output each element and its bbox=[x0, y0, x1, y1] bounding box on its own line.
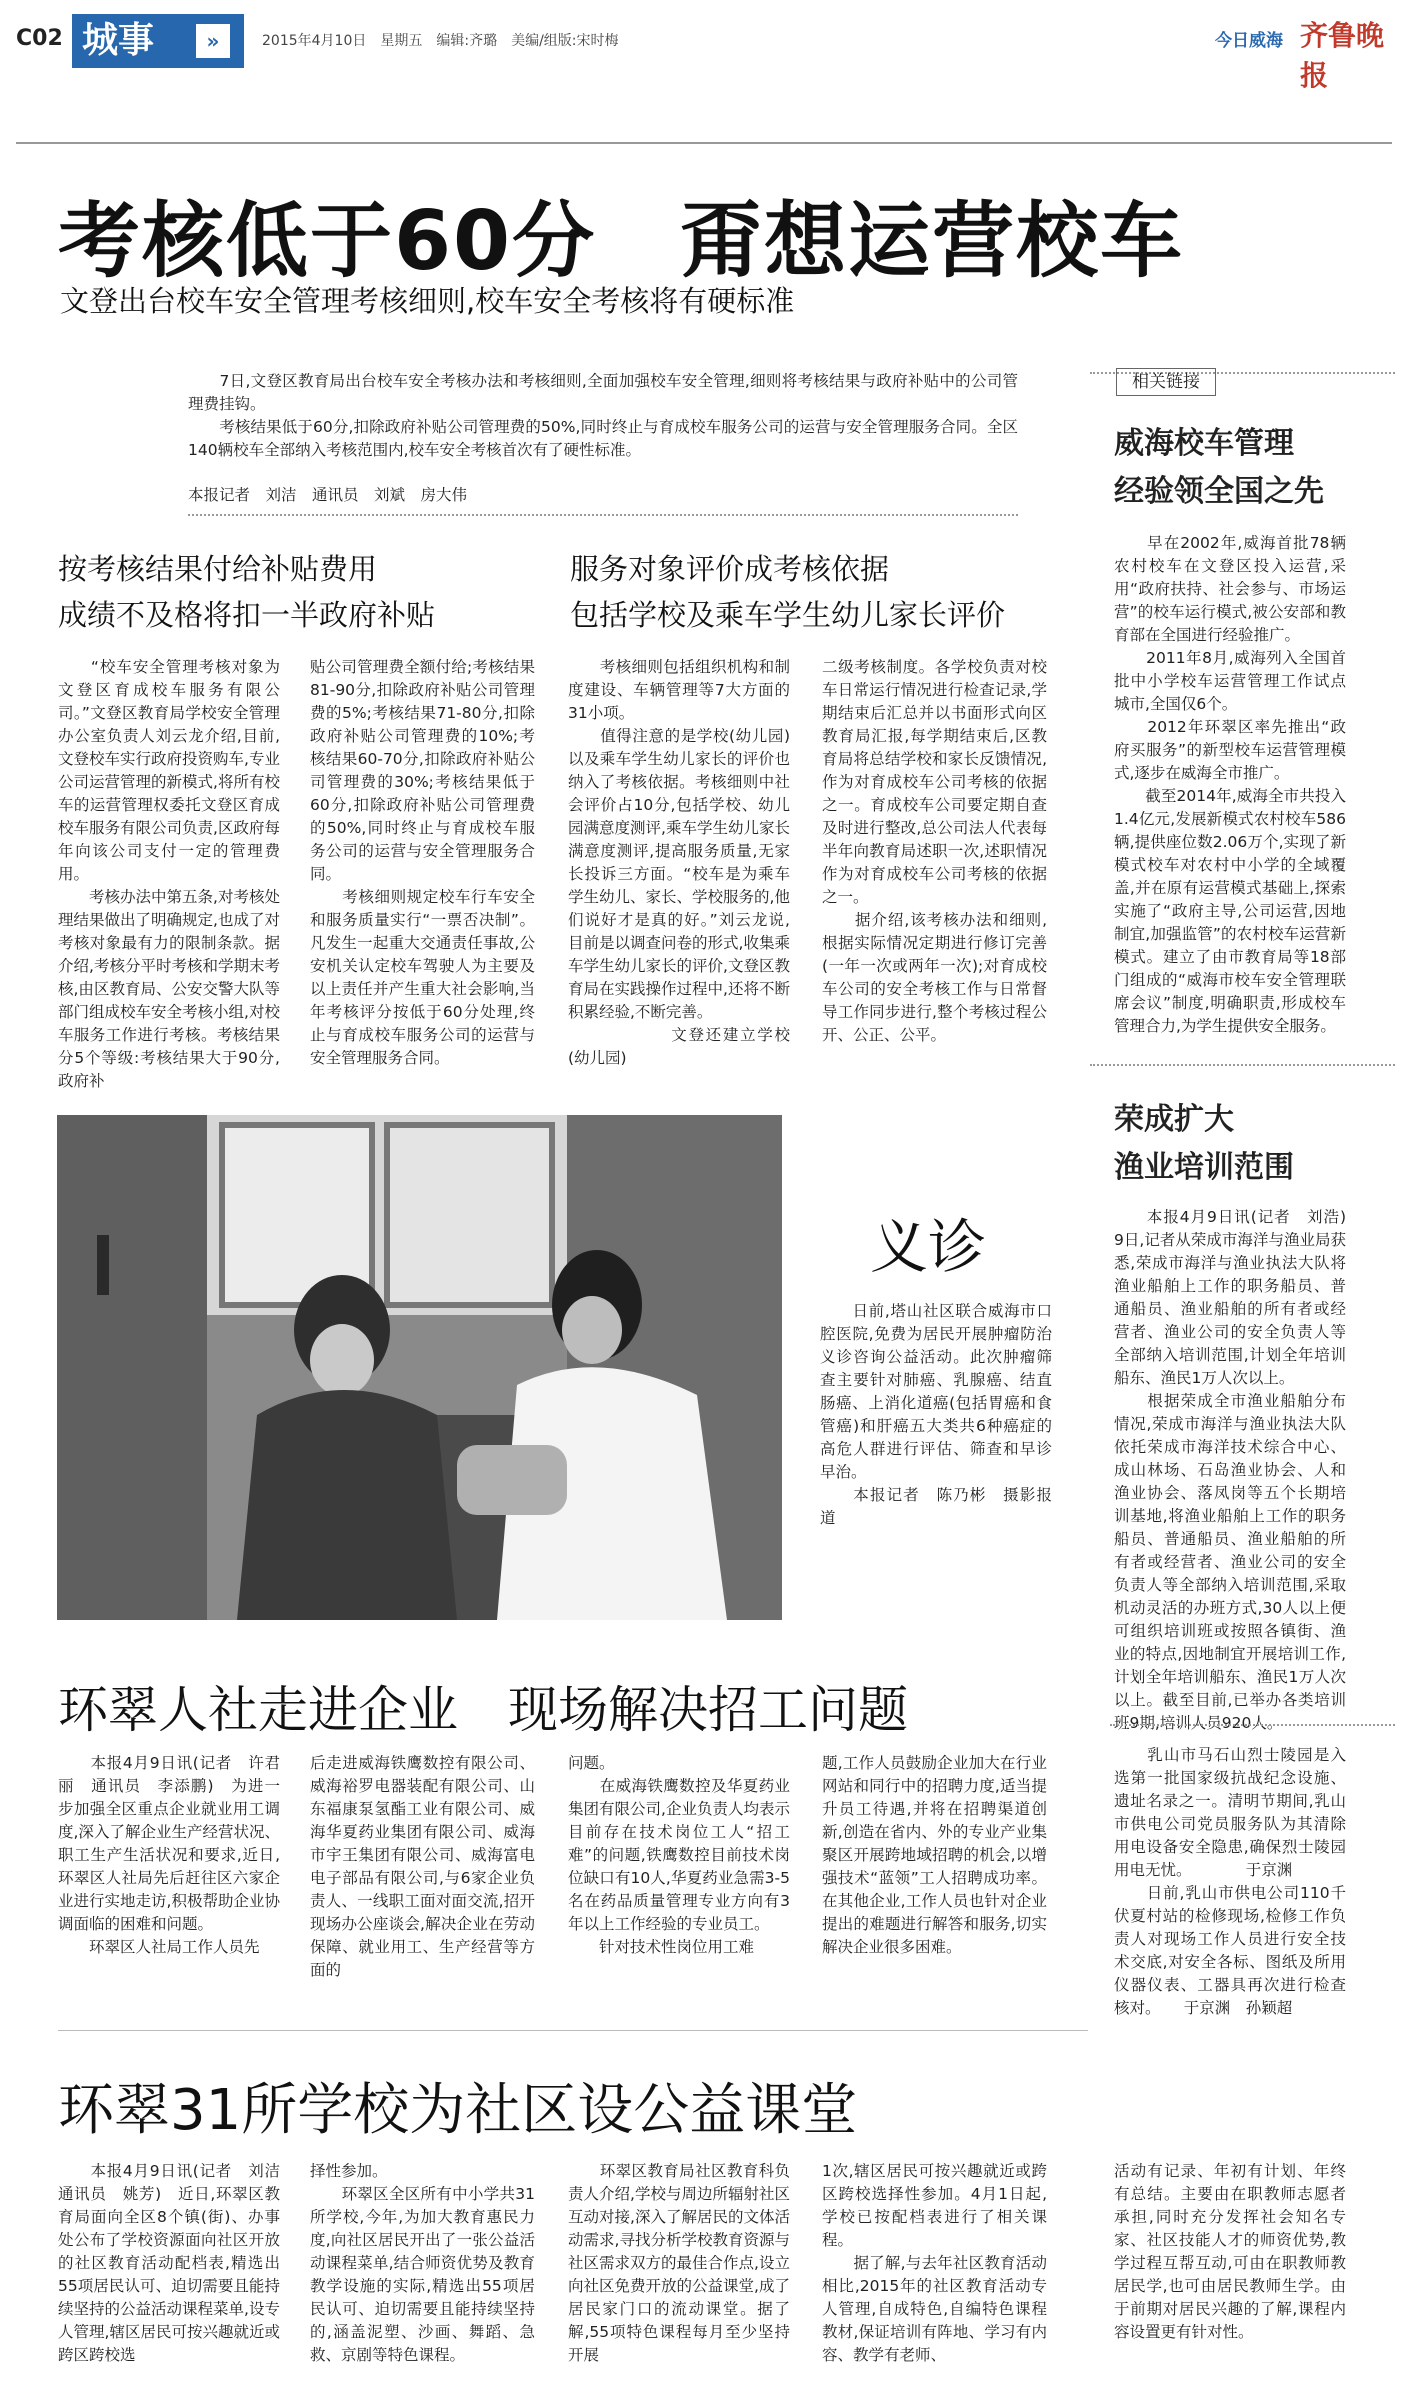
newspaper-logo: 齐鲁晚报 bbox=[1300, 19, 1385, 92]
story2-column-1: 本报4月9日讯(记者 许君丽 通讯员 李添鹏) 为进一步加强全区重点企业就业用工调度,深入了解企业生产经营状况、职工生产生活状况和要求,近日,环翠区人社局先后赶往区六家企业进行实地走访,积极帮助企业协调面临的困难和问题。 环翠区人社局工作人员先 bbox=[58, 1754, 280, 1956]
sidebar-headline-2b: 渔业培训范围 bbox=[1114, 1150, 1294, 1185]
main-subtitle: 文登出台校车安全管理考核细则,校车安全考核将有硬标准 bbox=[60, 284, 795, 318]
subhead-left bbox=[58, 546, 435, 638]
header-rule bbox=[16, 142, 1392, 144]
photo-caption-title: 义诊 bbox=[870, 1213, 987, 1281]
related-links-box: 相关链接 bbox=[1116, 368, 1216, 396]
main-column-3: 考核细则包括组织机构和制度建设、车辆管理等7大方面的31小项。 值得注意的是学校(幼儿园)以及乘车学生幼儿家长的评价也纳入了考核依据。考核细则中社会评价占10分,包括学校、幼儿园满意度测评,乘车学生幼儿家长满意度测评,提高服务质量,无家长投诉三方面。“校车是为乘车学生幼儿、家长、学校服务的,他们说好才是真的好。”刘云龙说,目前是以调查问卷的形式,收集乘车学生幼儿家长的评价,文登区教育局在实践操作过程中,还将不断积累经验,不断完善。 文登还建立学校(幼儿园) bbox=[568, 658, 790, 1067]
sidebar-headline-2 bbox=[1114, 1096, 1294, 1192]
main-byline: 本报记者 刘洁 通讯员 刘斌 房大伟 bbox=[188, 486, 468, 504]
sidebar-headline-1a: 威海校车管理 bbox=[1114, 426, 1294, 461]
story-divider bbox=[58, 2030, 1088, 2031]
sidebar-headline-1b: 经验领全国之先 bbox=[1114, 474, 1324, 509]
double-chevron-icon: » bbox=[196, 24, 230, 58]
story3-headline: 环翠31所学校为社区设公益课堂 bbox=[58, 2078, 858, 2143]
story3-column-4: 1次,辖区居民可按兴趣就近或跨区跨校选择性参加。4月1日起,学校已按配档表进行了相关课程。 据了解,与去年社区教育活动相比,2015年的社区教育活动专人管理,自成特色,自编特色课程教材,保证培训有阵地、学习有内容、教学有老师、 bbox=[822, 2162, 1047, 2364]
story2-column-2: 后走进威海铁鹰数控有限公司、威海裕罗电器装配有限公司、山东福康泵氢酯工业有限公司、威海华夏药业集团有限公司、威海市宇王集团有限公司、威海富电电子部品有限公司,与6家企业负责人、一线职工面对面交流,招开现场办公座谈会,解决企业在劳动保障、就业用工、生产经营等方面的 bbox=[310, 1754, 535, 1979]
story3-column-5: 活动有记录、年初有计划、年终有总结。主要由在职教师志愿者承担,同时充分发挥社会知名专家、社区技能人才的师资优势,教学过程互帮互动,可由在职教师教居民学,也可由居民教师生学。由于前期对居民兴趣的了解,课程内容设置更有针对性。 bbox=[1114, 2162, 1346, 2341]
lead-divider bbox=[188, 514, 1018, 516]
story3-column-2: 择性参加。 环翠区全区所有中小学共31所学校,今年,为加大教育惠民力度,向社区居民开出了一张公益活动课程菜单,结合师资优势及教育教学设施的实际,精选出55项居民认可、迫切需要且能持续坚持的,涵盖泥塑、沙画、舞蹈、急救、京剧等特色课程。 bbox=[310, 2162, 535, 2364]
sidebar-headline-2a: 荣成扩大 bbox=[1114, 1102, 1234, 1137]
main-column-2: 贴公司管理费全额付给;考核结果81-90分,扣除政府补贴公司管理费的5%;考核结果71-80分,扣除政府补贴公司管理费的10%;考核结果60-70分,扣除政府补贴公司管理费的30%;考核结果低于60分,扣除政府补贴公司管理费的50%,同时终止与育成校车服务公司的运营与安全管理服务合同。 考核细则规定校车行车安全和服务质量实行“一票否决制”。凡发生一起重大交通责任事故,公安机关认定校车驾驶人为主要及以上责任并产生重大社会影响,当年考核评分按低于60分处理,终止与育成校车服务公司的运营与安全管理服务合同。 bbox=[310, 658, 535, 1067]
story2-headline: 环翠人社走进企业 现场解决招工问题 bbox=[58, 1681, 908, 1739]
story2-column-4: 题,工作人员鼓励企业加大在行业网站和同行中的招聘力度,适当提升员工待遇,并将在招聘渠道创新,创造在省内、外的专业产业集聚区开展跨地域招聘的机会,以增强技术“蓝领”工人招聘成功率。在其他企业,工作人员也针对企业提出的难题进行解答和服务,切实解决企业很多困难。 bbox=[822, 1754, 1047, 1956]
page-number: C02 bbox=[16, 26, 63, 51]
section-label: 城事 bbox=[72, 14, 244, 68]
main-column-4: 二级考核制度。各学校负责对校车日常运行情况进行检查记录,学期结束后汇总并以书面形式向区教育局汇报,每学期结束后,区教育局将总结学校和家长反馈情况,作为对育成校车公司考核的依据之一。育成校车公司要定期自查及时进行整改,总公司法人代表每半年向教育局述职一次,述职情况作为对育成校车公司考核的依据之一。 据介绍,该考核办法和细则,根据实际情况定期进行修订完善(一年一次或两年一次);对育成校车公司的安全考核工作与日常督导工作同步进行,整个考核过程公开、公正、公平。 bbox=[822, 658, 1047, 1044]
subhead-right bbox=[570, 546, 1005, 638]
sidebar-text-1: 早在2002年,威海首批78辆农村校车在文登区投入运营,采用“政府扶持、社会参与、市场运营”的校车运行模式,被公安部和教育部在全国进行经验推广。 2011年8月,威海列入全国首批中小学校车运营管理工作试点城市,全国仅6个。 2012年环翠区率先推出“政府买服务”的新型校车运营管理模式,逐步在威海全市推广。 截至2014年,威海全市共投入1.4亿元,发展新模式农村校车586辆,提供座位数2.06万个,实现了新模式校车对农村中小学的全域覆盖,并在原有运营模式基础上,探索实施了“政府主导,公司运营,因地制宜,加强监管”的农村校车运营新模式。建立了由市教育局等18部门组成的“威海市校车安全管理联席会议”制度,明确职责,形成校车管理合力,为学生提供安全服务。 bbox=[1114, 534, 1346, 1035]
story3-column-1: 本报4月9日讯(记者 刘洁 通讯员 姚芳) 近日,环翠区教育局面向全区8个镇(街)、办事处公布了学校资源面向社区开放的社区教育活动配档表,精选出55项居民认可、迫切需要且能持续坚持的公益活动课程菜单,设专人管理,辖区居民可按兴趣就近或跨区跨校选 bbox=[58, 2162, 296, 2364]
main-headline: 考核低于60分 甭想运营校车 bbox=[58, 194, 1185, 289]
news-photo bbox=[57, 1115, 782, 1620]
photo-caption: 日前,塔山社区联合威海市口腔医院,免费为居民开展肿瘤防治义诊咨询公益活动。此次肿瘤筛查主要针对肺癌、乳腺癌、结直肠癌、上消化道癌(包括胃癌和食管癌)和肝癌五大类共6种癌症的高危人群进行评估、筛查和早诊早治。 本报记者 陈乃彬 摄影报道 bbox=[820, 1302, 1052, 1527]
subhead-right-line2: 包括学校及乘车学生幼儿家长评价 bbox=[570, 598, 1006, 632]
subhead-right-line1: 服务对象评价成考核依据 bbox=[570, 552, 890, 586]
sidebar-text-2: 本报4月9日讯(记者 刘浩) 9日,记者从荣成市海洋与渔业局获悉,荣成市海洋与渔业执法大队将渔业船舶上工作的职务船员、普通船员、渔业船舶的所有者或经营者、渔业公司的安全负责人等全部纳入培训范围,计划全年培训船东、渔民1万人次以上。 根据荣成全市渔业船舶分布情况,荣成市海洋与渔业执法大队依托荣成市海洋技术综合中心、成山林场、石岛渔业协会、人和渔业协会、落凤岗等五个长期培训基地,将渔业船舶上工作的职务船员、普通船员、渔业船舶的所有者或经营者、渔业公司的安全负责人等全部纳入培训范围,采取机动灵活的办班方式,30人以上便可组织培训班或按照各镇街、渔业的特点,因地制宜开展培训工作,计划全年培训船东、渔民1万人次以上。截至目前,已举办各类培训班9期,培训人员920人。 bbox=[1114, 1208, 1346, 1732]
lead-paragraph: 7日,文登区教育局出台校车安全考核办法和考核细则,全面加强校车安全管理,细则将考核结果与政府补贴中的公司管理费挂钩。 考核结果低于60分,扣除政府补贴公司管理费的50%,同时终止与育成校车服务公司的运营与安全管理服务合同。全区140辆校车全部纳入考核范围内,校车安全考核首次有了硬性标准。 bbox=[188, 372, 1018, 459]
brand-name: 今日威海 bbox=[1215, 31, 1283, 51]
sidebar-headline-1 bbox=[1114, 420, 1324, 516]
photo-illustration bbox=[57, 1115, 782, 1620]
sidebar-divider-bottom bbox=[1110, 1724, 1395, 1726]
main-column-1: “校车安全管理考核对象为文登区育成校车服务有限公司。”文登区教育局学校安全管理办公室负责人刘云龙介绍,目前,文登校车实行政府投资购车,专业公司运营管理的新模式,将所有校车的运营管理权委托文登区育成校车服务有限公司负责,区政府每年向该公司支付一定的管理费用。 考核办法中第五条,对考核处理结果做出了明确规定,也成了对考核对象最有力的限制条款。据介绍,考核分平时考核和学期末考核,由区教育局、公安交警大队等部门组成校车安全考核小组,对校车服务工作进行考核。考核结果分5个等级:考核结果大于90分,政府补 bbox=[58, 658, 280, 1090]
story3-column-3: 环翠区教育局社区教育科负责人介绍,学校与周边所辐射社区互动对接,深入了解居民的文体活动需求,寻找分析学校教育资源与社区需求双方的最佳合作点,设立向社区免费开放的公益课堂,成了居民家门口的流动课堂。据了解,55项特色课程每月至少坚持开展 bbox=[568, 2162, 790, 2364]
sidebar-divider-mid bbox=[1090, 1064, 1395, 1066]
sidebar-text-3: 乳山市马石山烈士陵园是入选第一批国家级抗战纪念设施、遗址名录之一。清明节期间,乳山市供电公司党员服务队为其清除用电设备安全隐患,确保烈士陵园用电无忧。 于京渊 日前,乳山市供电公司110千伏夏村站的检修现场,检修工作负责人对现场工作人员进行安全技术交底,对安全各标、图纸及所用仪器仪表、工器具再次进行检查核对。 于京渊 孙颖超 bbox=[1114, 1746, 1346, 2017]
subhead-left-line2: 成绩不及格将扣一半政府补贴 bbox=[58, 598, 436, 632]
issue-meta: 2015年4月10日 星期五 编辑:齐璐 美编/组版:宋时梅 bbox=[262, 33, 619, 49]
subhead-left-line1: 按考核结果付给补贴费用 bbox=[58, 552, 378, 586]
story2-column-3: 问题。 在威海铁鹰数控及华夏药业集团有限公司,企业负责人均表示目前存在技术岗位工人“招工难”的问题,铁鹰数控目前技术岗位缺口有10人,华夏药业急需3-5名在药品质量管理专业方向有3年以上工作经验的专业员工。 针对技术性岗位用工难 bbox=[568, 1754, 790, 1956]
